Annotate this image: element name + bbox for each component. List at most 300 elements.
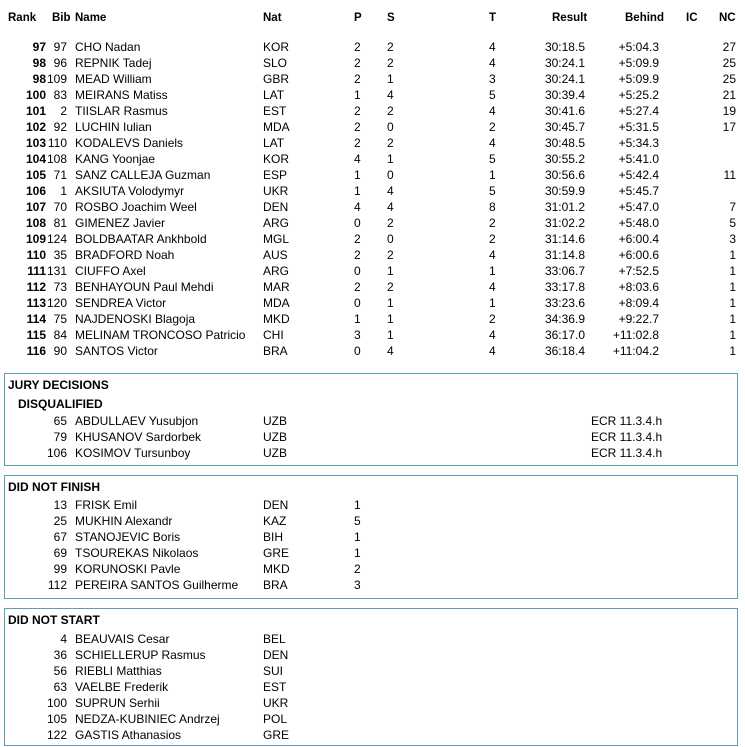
athlete-name: NEDZA-KUBINIEC Andrzej [75,712,220,726]
athlete-name: REPNIK Tadej [75,56,152,70]
total-penalties: 3 [489,72,496,86]
header-behind: Behind [625,12,664,24]
total-penalties: 2 [489,216,496,230]
bib-cell: 73 [53,280,67,294]
bib-cell: 13 [53,498,67,512]
bib-cell: 56 [53,664,67,678]
standing-penalties: 1 [387,328,394,342]
rank-cell: 114 [26,312,46,326]
result-time: 30:55.2 [544,152,585,166]
bib-cell: 36 [53,648,67,662]
nc-points: 25 [722,72,736,86]
bib-cell: 83 [53,88,67,102]
prone-penalties: 2 [354,280,361,294]
dns-title: DID NOT START [8,613,100,627]
nation-code: SLO [263,56,288,70]
time-behind: +5:45.7 [618,184,659,198]
result-row [0,39,745,55]
header-rank: Rank [8,12,37,24]
total-penalties: 4 [489,136,496,150]
rank-cell: 102 [25,120,46,134]
result-time: 33:17.8 [544,280,585,294]
bib-cell: 124 [46,232,67,246]
result-row [0,311,745,327]
nation-code: UZB [263,414,287,428]
prone-penalties: 2 [354,232,361,246]
time-behind: +5:04.3 [618,40,659,54]
athlete-name: KHUSANOV Sardorbek [75,430,202,444]
standing-penalties: 1 [387,264,394,278]
nation-code: DEN [263,200,289,214]
time-behind: +5:42.4 [618,168,659,182]
athlete-name: SUPRUN Serhii [75,696,160,710]
total-penalties: 2 [489,232,496,246]
bib-cell: 70 [53,200,67,214]
rank-cell: 98 [32,72,46,86]
result-time: 30:59.9 [544,184,585,198]
nation-code: BEL [263,632,286,646]
bib-cell: 105 [46,712,67,726]
results-header [0,12,745,28]
prone-penalties: 1 [354,546,361,560]
rank-cell: 106 [25,184,46,198]
prone-penalties: 5 [354,514,361,528]
prone-penalties: 2 [354,136,361,150]
nation-code: GRE [263,546,290,560]
rule-reference: ECR 11.3.4.h [591,414,663,428]
prone-penalties: 0 [354,264,361,278]
nation-code: MDA [263,296,290,310]
bib-cell: 81 [53,216,67,230]
result-time: 36:18.4 [544,344,585,358]
rule-reference: ECR 11.3.4.h [591,430,663,444]
result-row [0,215,745,231]
athlete-name: SCHIELLERUP Rasmus [75,648,206,662]
bib-cell: 120 [46,296,67,310]
nation-code: CHI [263,328,284,342]
athlete-name: NAJDENOSKI Blagoja [75,312,196,326]
athlete-name: MELINAM TRONCOSO Patricio [75,328,246,342]
dnf-row [0,513,745,529]
time-behind: +9:22.7 [618,312,659,326]
nation-code: UZB [263,430,287,444]
bib-cell: 100 [46,696,67,710]
bib-cell: 2 [60,104,67,118]
nc-points: 5 [729,216,736,230]
result-row [0,71,745,87]
nc-points: 25 [722,56,736,70]
dns-row [0,711,745,727]
rank-cell: 97 [32,40,46,54]
total-penalties: 4 [489,40,496,54]
prone-penalties: 2 [354,40,361,54]
result-time: 30:24.1 [544,56,585,70]
result-row [0,87,745,103]
time-behind: +5:48.0 [618,216,659,230]
nation-code: UKR [263,696,289,710]
nation-code: GBR [263,72,290,86]
dns-row [0,647,745,663]
bib-cell: 109 [46,72,67,86]
nation-code: GRE [263,728,290,742]
athlete-name: SANZ CALLEJA Guzman [75,168,211,182]
rank-cell: 111 [27,264,46,278]
result-row [0,199,745,215]
nation-code: EST [263,104,287,118]
nation-code: UZB [263,446,287,460]
nc-points: 1 [729,264,736,278]
header-name: Name [75,12,107,24]
bib-cell: 25 [53,514,67,528]
dnf-row [0,577,745,593]
time-behind: +5:09.9 [618,56,659,70]
dnf-row [0,561,745,577]
result-row [0,103,745,119]
athlete-name: SANTOS Victor [75,344,158,358]
total-penalties: 1 [489,264,496,278]
nation-code: ARG [263,216,290,230]
dns-row [0,727,745,743]
bib-cell: 75 [53,312,67,326]
athlete-name: ABDULLAEV Yusubjon [75,414,199,428]
athlete-name: KANG Yoonjae [75,152,156,166]
nation-code: ESP [263,168,288,182]
athlete-name: BRADFORD Noah [75,248,175,262]
nc-points: 17 [722,120,736,134]
bib-cell: 112 [47,578,67,592]
nation-code: MGL [263,232,290,246]
standing-penalties: 2 [387,136,394,150]
time-behind: +5:25.2 [618,88,659,102]
result-row [0,263,745,279]
rank-cell: 101 [25,104,46,118]
bib-cell: 96 [53,56,67,70]
athlete-name: AKSIUTA Volodymyr [75,184,185,198]
total-penalties: 2 [489,120,496,134]
rank-cell: 100 [25,88,46,102]
athlete-name: TSOUREKAS Nikolaos [75,546,199,560]
nation-code: AUS [263,248,288,262]
time-behind: +6:00.6 [618,248,659,262]
result-time: 31:14.8 [544,248,585,262]
nc-points: 21 [722,88,736,102]
bib-cell: 99 [53,562,67,576]
result-time: 31:01.2 [544,200,585,214]
prone-penalties: 0 [354,216,361,230]
header-ic: IC [686,12,698,24]
disqualified-title: DISQUALIFIED [18,397,103,411]
nc-points: 1 [729,344,736,358]
rank-cell: 105 [25,168,46,182]
bib-cell: 65 [53,414,67,428]
result-row [0,231,745,247]
jury-decisions-title: JURY DECISIONS [8,378,109,392]
result-time: 30:41.6 [544,104,585,118]
athlete-name: CIUFFO Axel [75,264,146,278]
standing-penalties: 0 [387,168,394,182]
prone-penalties: 2 [354,72,361,86]
nc-points: 1 [729,296,736,310]
rank-cell: 103 [25,136,46,150]
result-time: 30:39.4 [544,88,585,102]
nation-code: LAT [263,88,285,102]
total-penalties: 4 [489,328,496,342]
total-penalties: 5 [489,184,496,198]
prone-penalties: 1 [354,498,361,512]
bib-cell: 90 [53,344,67,358]
time-behind: +8:09.4 [618,296,659,310]
total-penalties: 4 [489,344,496,358]
prone-penalties: 2 [354,120,361,134]
prone-penalties: 1 [354,184,361,198]
nation-code: BRA [263,344,288,358]
prone-penalties: 1 [354,168,361,182]
nation-code: EST [263,680,287,694]
header-p: P [354,12,362,24]
athlete-name: KORUNOSKI Pavle [75,562,181,576]
prone-penalties: 3 [354,578,361,592]
dns-row [0,631,745,647]
time-behind: +5:31.5 [618,120,659,134]
bib-cell: 4 [60,632,67,646]
result-time: 30:24.1 [544,72,585,86]
prone-penalties: 2 [354,56,361,70]
disqualified-row [0,445,745,461]
bib-cell: 67 [53,530,67,544]
nation-code: ARG [263,264,290,278]
prone-penalties: 1 [354,88,361,102]
time-behind: +6:00.4 [618,232,659,246]
nation-code: KOR [263,152,290,166]
bib-cell: 108 [46,152,67,166]
result-time: 33:06.7 [544,264,585,278]
rank-cell: 98 [32,56,46,70]
result-row [0,55,745,71]
time-behind: +5:27.4 [618,104,659,118]
bib-cell: 97 [53,40,67,54]
nation-code: MAR [263,280,290,294]
nation-code: BIH [263,530,284,544]
header-nc: NC [719,12,736,24]
bib-cell: 69 [53,546,67,560]
bib-cell: 106 [46,446,67,460]
nation-code: SUI [263,664,284,678]
rank-cell: 115 [26,328,46,342]
nation-code: MKD [263,562,290,576]
nc-points: 27 [722,40,736,54]
nation-code: LAT [263,136,285,150]
nation-code: MKD [263,312,290,326]
time-behind: +5:41.0 [618,152,659,166]
header-s: S [387,12,395,24]
standing-penalties: 2 [387,40,394,54]
athlete-name: BENHAYOUN Paul Mehdi [75,280,214,294]
standing-penalties: 1 [387,312,394,326]
rule-reference: ECR 11.3.4.h [591,446,663,460]
nation-code: DEN [263,498,289,512]
nation-code: POL [263,712,288,726]
result-row [0,167,745,183]
athlete-name: BOLDBAATAR Ankhbold [75,232,207,246]
prone-penalties: 1 [354,530,361,544]
prone-penalties: 2 [354,562,361,576]
athlete-name: KOSIMOV Tursunboy [75,446,191,460]
nc-points: 1 [729,280,736,294]
dns-row [0,695,745,711]
header-result: Result [552,12,588,24]
athlete-name: MEAD William [75,72,152,86]
athlete-name: MEIRANS Matiss [75,88,168,102]
athlete-name: GIMENEZ Javier [75,216,166,230]
total-penalties: 5 [489,152,496,166]
result-time: 34:36.9 [544,312,585,326]
rank-cell: 107 [25,200,46,214]
athlete-name: RIEBLI Matthias [75,664,162,678]
result-time: 31:02.2 [544,216,585,230]
athlete-name: STANOJEVIC Boris [75,530,181,544]
total-penalties: 8 [489,200,496,214]
bib-cell: 35 [53,248,67,262]
total-penalties: 4 [489,248,496,262]
nation-code: DEN [263,648,289,662]
prone-penalties: 4 [354,200,361,214]
standing-penalties: 4 [387,344,394,358]
result-row [0,279,745,295]
dns-row [0,679,745,695]
rank-cell: 104 [25,152,46,166]
nc-points: 1 [729,328,736,342]
time-behind: +5:09.9 [618,72,659,86]
result-row [0,343,745,359]
result-row [0,151,745,167]
nc-points: 3 [729,232,736,246]
total-penalties: 4 [489,104,496,118]
result-time: 30:56.6 [544,168,585,182]
bib-cell: 131 [46,264,67,278]
athlete-name: VAELBE Frederik [75,680,169,694]
standing-penalties: 1 [387,296,394,310]
result-time: 33:23.6 [544,296,585,310]
prone-penalties: 2 [354,248,361,262]
result-row [0,247,745,263]
prone-penalties: 3 [354,328,361,342]
rank-cell: 113 [26,296,46,310]
total-penalties: 1 [489,296,496,310]
result-row [0,183,745,199]
standing-penalties: 4 [387,88,394,102]
nation-code: MDA [263,120,290,134]
standing-penalties: 0 [387,232,394,246]
nation-code: BRA [263,578,288,592]
time-behind: +11:02.8 [612,328,659,342]
nc-points: 1 [729,312,736,326]
bib-cell: 63 [53,680,67,694]
athlete-name: PEREIRA SANTOS Guilherme [75,578,239,592]
dnf-row [0,529,745,545]
athlete-name: BEAUVAIS Cesar [75,632,170,646]
total-penalties: 4 [489,56,496,70]
bib-cell: 79 [53,430,67,444]
prone-penalties: 0 [354,344,361,358]
standing-penalties: 1 [387,152,394,166]
athlete-name: GASTIS Athanasios [75,728,182,742]
time-behind: +7:52.5 [618,264,659,278]
rank-cell: 109 [25,232,46,246]
disqualified-row [0,413,745,429]
result-time: 30:45.7 [544,120,585,134]
nation-code: KOR [263,40,290,54]
nation-code: UKR [263,184,289,198]
time-behind: +5:34.3 [618,136,659,150]
result-time: 30:48.5 [544,136,585,150]
result-row [0,327,745,343]
header-nat: Nat [263,12,282,24]
bib-cell: 110 [47,136,67,150]
total-penalties: 1 [489,168,496,182]
standing-penalties: 2 [387,56,394,70]
dnf-row [0,497,745,513]
time-behind: +5:47.0 [618,200,659,214]
total-penalties: 2 [489,312,496,326]
athlete-name: TIISLAR Rasmus [75,104,168,118]
header-t: T [489,12,497,24]
result-time: 36:17.0 [544,328,585,342]
athlete-name: ROSBO Joachim Weel [75,200,197,214]
athlete-name: FRISK Emil [75,498,138,512]
bib-cell: 1 [60,184,67,198]
athlete-name: LUCHIN Iulian [75,120,152,134]
result-time: 31:14.6 [544,232,585,246]
total-penalties: 5 [489,88,496,102]
standing-penalties: 0 [387,120,394,134]
rank-cell: 112 [26,280,46,294]
header-bib: Bib [52,12,71,24]
disqualified-row [0,429,745,445]
standing-penalties: 2 [387,280,394,294]
nc-points: 19 [722,104,736,118]
nc-points: 7 [729,200,736,214]
rank-cell: 110 [26,248,46,262]
result-row [0,135,745,151]
dns-row [0,663,745,679]
prone-penalties: 4 [354,152,361,166]
nc-points: 1 [729,248,736,262]
rank-cell: 108 [25,216,46,230]
athlete-name: SENDREA Victor [75,296,167,310]
result-row [0,119,745,135]
bib-cell: 71 [53,168,67,182]
standing-penalties: 4 [387,200,394,214]
athlete-name: MUKHIN Alexandr [75,514,173,528]
time-behind: +11:04.2 [612,344,659,358]
rank-cell: 116 [26,344,46,358]
nation-code: KAZ [263,514,287,528]
result-time: 30:18.5 [544,40,585,54]
bib-cell: 92 [53,120,67,134]
time-behind: +8:03.6 [618,280,659,294]
result-row [0,295,745,311]
prone-penalties: 0 [354,296,361,310]
dnf-row [0,545,745,561]
standing-penalties: 2 [387,104,394,118]
bib-cell: 84 [53,328,67,342]
standing-penalties: 1 [387,72,394,86]
dnf-title: DID NOT FINISH [8,480,100,494]
standing-penalties: 2 [387,216,394,230]
standing-penalties: 2 [387,248,394,262]
prone-penalties: 2 [354,104,361,118]
standing-penalties: 4 [387,184,394,198]
